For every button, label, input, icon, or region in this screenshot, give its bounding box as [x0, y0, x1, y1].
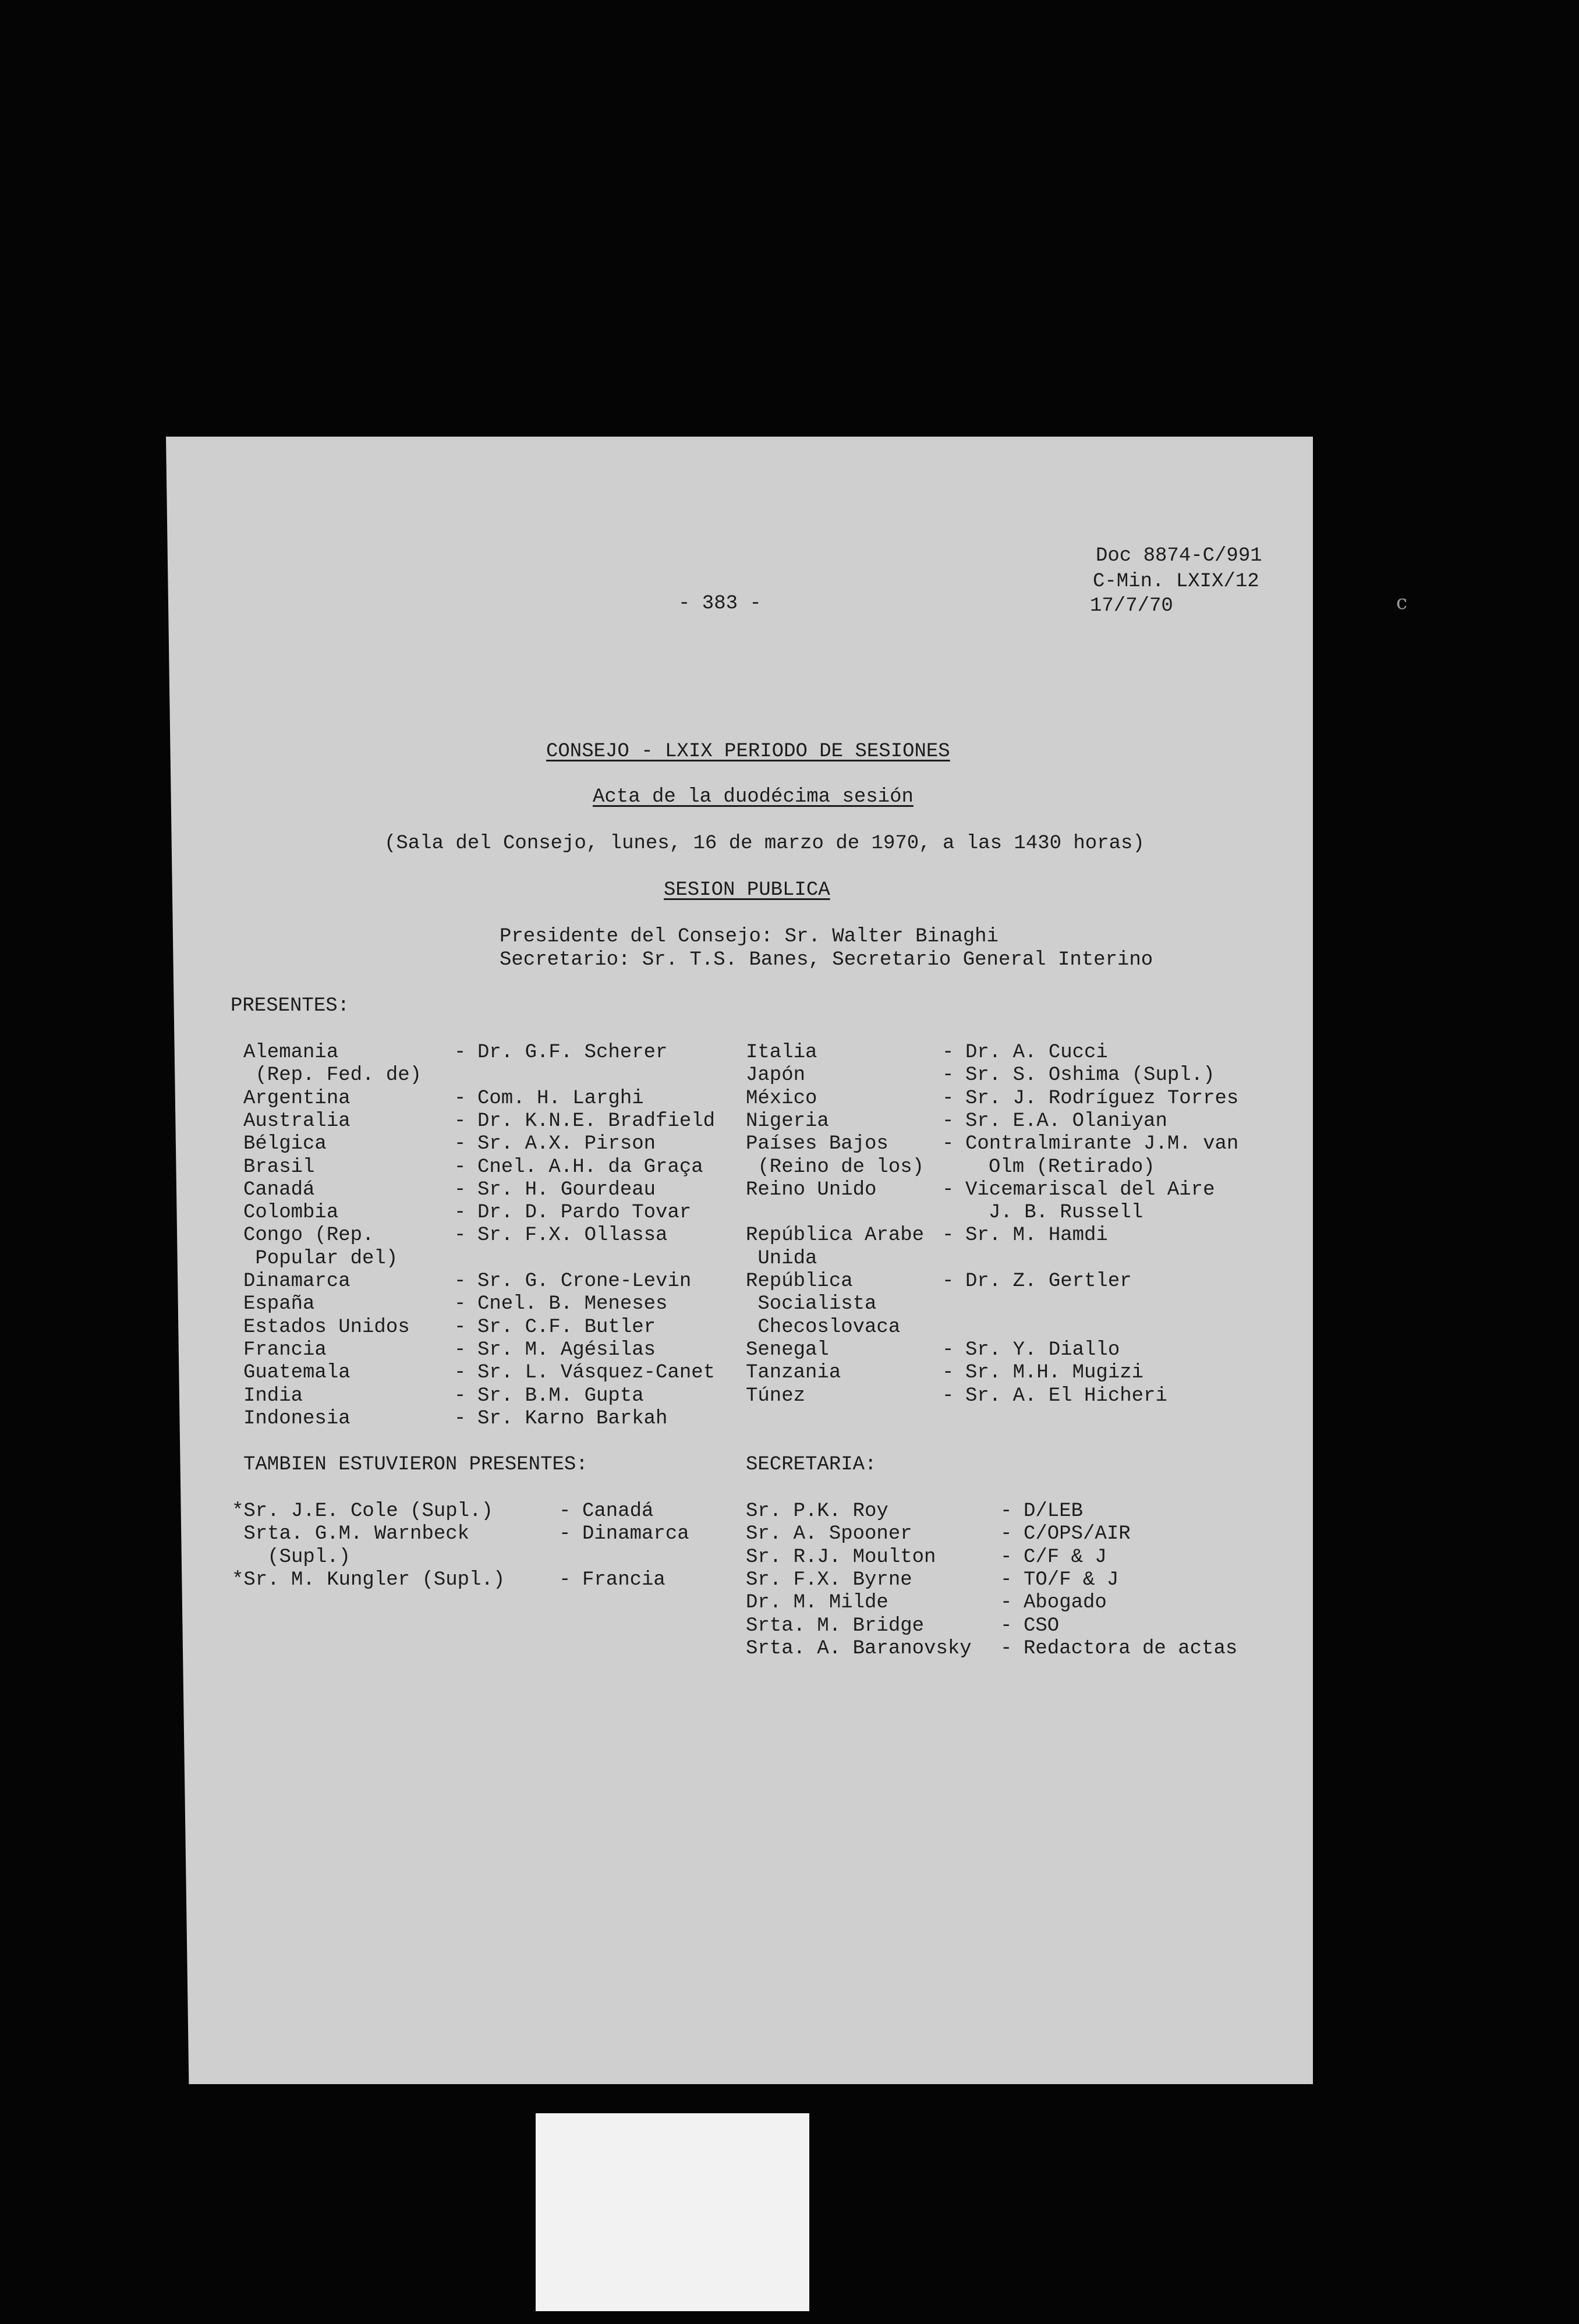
dash-separator: - [454, 1316, 466, 1338]
secretariat-role: TO/F & J [1024, 1568, 1119, 1591]
dash-separator: - [942, 1064, 954, 1087]
minutes-reference: C-Min. LXIX/12 [1093, 571, 1259, 593]
member-delegate: Sr. M. Agésilas [477, 1338, 656, 1361]
secretariat-role: C/OPS/AIR [1024, 1523, 1131, 1546]
member-country: Australia [243, 1110, 351, 1132]
member-delegate: Contralmirante J.M. van [965, 1133, 1239, 1156]
secretariat-name: Sr. P.K. Roy [746, 1500, 888, 1522]
attendee-country: Canadá [582, 1500, 654, 1522]
member-delegate: Sr. C.F. Butler [477, 1316, 656, 1338]
doc-reference: Doc 8874-C/991 [1096, 545, 1262, 567]
member-country: Unida [746, 1247, 817, 1270]
member-delegate: Vicemariscal del Aire [965, 1178, 1215, 1201]
member-country: Congo (Rep. [243, 1224, 374, 1247]
dash-separator: - [942, 1362, 954, 1384]
dash-separator: - [454, 1384, 466, 1407]
attendee-name: (Supl.) [232, 1546, 351, 1568]
dash-separator: - [1000, 1614, 1012, 1637]
member-delegate: Sr. J. Rodríguez Torres [965, 1087, 1239, 1110]
dash-separator: - [454, 1224, 466, 1247]
member-country: Dinamarca [243, 1270, 351, 1292]
member-country: Checoslovaca [746, 1316, 901, 1338]
member-country: Socialista [746, 1293, 877, 1316]
secretariat-name: Sr. F.X. Byrne [746, 1568, 912, 1591]
dash-separator: - [942, 1338, 954, 1361]
document-date: 17/7/70 [1090, 595, 1173, 617]
dash-separator: - [454, 1270, 466, 1292]
dash-separator: - [559, 1568, 571, 1591]
dash-separator: - [454, 1362, 466, 1384]
member-delegate: Sr. F.X. Ollassa [477, 1224, 668, 1247]
secretariat-name: Sr. A. Spooner [746, 1523, 912, 1546]
member-delegate: Sr. M. Hamdi [965, 1224, 1108, 1247]
attendee-name: Srta. G.M. Warnbeck [232, 1523, 470, 1546]
dash-separator: - [454, 1202, 466, 1224]
dash-separator: - [942, 1110, 954, 1132]
dash-separator: - [1000, 1500, 1012, 1522]
dash-separator: - [942, 1041, 954, 1064]
secretariat-role: D/LEB [1024, 1500, 1084, 1522]
page-number: - 383 - [678, 593, 762, 615]
member-country: Colombia [243, 1202, 339, 1224]
member-delegate: Sr. E.A. Olaniyan [965, 1110, 1167, 1132]
member-country: Canadá [243, 1178, 315, 1201]
attendee-country: Dinamarca [582, 1523, 689, 1546]
member-country: (Rep. Fed. de) [243, 1064, 422, 1087]
member-delegate: Sr. Y. Diallo [965, 1338, 1120, 1361]
member-delegate: Dr. Z. Gertler [965, 1270, 1132, 1292]
film-label-card [536, 2113, 809, 2311]
tambien-label: TAMBIEN ESTUVIERON PRESENTES: [243, 1454, 588, 1476]
member-country: Indonesia [243, 1407, 351, 1430]
member-country: India [243, 1384, 303, 1407]
member-country: Japón [746, 1064, 806, 1087]
member-delegate: Olm (Retirado) [989, 1156, 1155, 1178]
minutes-title: Acta de la duodécima sesión [593, 786, 914, 808]
member-country: Reino Unido [746, 1178, 877, 1201]
secretary-line: Secretario: Sr. T.S. Banes, Secretario General Interino [500, 949, 1153, 971]
member-country: Senegal [746, 1338, 829, 1361]
member-country: Italia [746, 1041, 817, 1064]
member-country: Argentina [243, 1087, 351, 1110]
member-delegate: Sr. G. Crone-Levin [477, 1270, 692, 1292]
public-session-title: SESION PUBLICA [664, 879, 830, 901]
secretariat-name: Sr. R.J. Moulton [746, 1546, 936, 1568]
dash-separator: - [454, 1338, 466, 1361]
member-delegate: Com. H. Larghi [477, 1087, 644, 1110]
president-line: Presidente del Consejo: Sr. Walter Binaghi [500, 926, 999, 948]
member-country: Estados Unidos [243, 1316, 410, 1338]
dash-separator: - [942, 1178, 954, 1201]
dash-separator: - [454, 1087, 466, 1110]
attendee-name: *Sr. J.E. Cole (Supl.) [232, 1500, 493, 1522]
dash-separator: - [454, 1156, 466, 1178]
secretariat-role: Abogado [1024, 1592, 1107, 1614]
secretariat-role: CSO [1024, 1614, 1060, 1637]
member-country: Tanzania [746, 1362, 841, 1384]
secretariat-name: Dr. M. Milde [746, 1592, 888, 1614]
dash-separator: - [559, 1523, 571, 1546]
secretariat-role: C/F & J [1024, 1546, 1107, 1568]
film-edge-mark: c [1396, 591, 1408, 614]
member-country: Guatemala [243, 1362, 351, 1384]
member-country: Alemania [243, 1041, 339, 1064]
dash-separator: - [942, 1224, 954, 1247]
dash-separator: - [1000, 1568, 1012, 1591]
member-delegate: Sr. B.M. Gupta [477, 1384, 644, 1407]
member-delegate: Sr. M.H. Mugizi [965, 1362, 1144, 1384]
dash-separator: - [942, 1270, 954, 1292]
dash-separator: - [1000, 1546, 1012, 1568]
secretariat-name: Srta. A. Baranovsky [746, 1637, 972, 1660]
presentes-label: PRESENTES: [231, 995, 350, 1017]
member-country: (Reino de los) [746, 1156, 925, 1178]
member-delegate: Sr. A. El Hicheri [965, 1384, 1167, 1407]
secretariat-name: Srta. M. Bridge [746, 1614, 925, 1637]
council-session-title: CONSEJO - LXIX PERIODO DE SESIONES [546, 741, 950, 763]
member-country: Popular del) [243, 1247, 398, 1270]
dash-separator: - [454, 1178, 466, 1201]
dash-separator: - [454, 1133, 466, 1156]
member-country: Países Bajos [746, 1133, 888, 1156]
member-delegate: Sr. Karno Barkah [477, 1407, 668, 1430]
member-country: México [746, 1087, 817, 1110]
member-delegate: Sr. A.X. Pirson [477, 1133, 656, 1156]
member-delegate: J. B. Russell [989, 1202, 1143, 1224]
member-country: Nigeria [746, 1110, 829, 1132]
member-delegate: Dr. D. Pardo Tovar [477, 1202, 692, 1224]
member-delegate: Sr. L. Vásquez-Canet [477, 1362, 716, 1384]
secretaria-label: SECRETARIA: [746, 1454, 877, 1476]
member-delegate: Cnel. A.H. da Graça [477, 1156, 703, 1178]
member-delegate: Dr. A. Cucci [965, 1041, 1108, 1064]
dash-separator: - [454, 1293, 466, 1316]
member-delegate: Sr. S. Oshima (Supl.) [965, 1064, 1215, 1087]
member-country: República [746, 1270, 853, 1292]
dash-separator: - [1000, 1592, 1012, 1614]
dash-separator: - [559, 1500, 571, 1522]
dash-separator: - [454, 1110, 466, 1132]
member-delegate: Dr. G.F. Scherer [477, 1041, 668, 1064]
session-location-time: (Sala del Consejo, lunes, 16 de marzo de 1970, a las 1430 horas) [384, 832, 1145, 855]
dash-separator: - [942, 1087, 954, 1110]
member-delegate: Sr. H. Gourdeau [477, 1178, 656, 1201]
dash-separator: - [454, 1041, 466, 1064]
dash-separator: - [1000, 1523, 1012, 1546]
member-country: Bélgica [243, 1133, 327, 1156]
member-delegate: Cnel. B. Meneses [477, 1293, 668, 1316]
dash-separator: - [1000, 1637, 1012, 1660]
secretariat-role: Redactora de actas [1024, 1637, 1238, 1660]
member-country: República Arabe [746, 1224, 925, 1247]
dash-separator: - [942, 1384, 954, 1407]
member-delegate: Dr. K.N.E. Bradfield [477, 1110, 716, 1132]
attendee-name: *Sr. M. Kungler (Supl.) [232, 1568, 505, 1591]
attendee-country: Francia [582, 1568, 665, 1591]
dash-separator: - [454, 1407, 466, 1430]
member-country: Túnez [746, 1384, 806, 1407]
dash-separator: - [942, 1133, 954, 1156]
member-country: Brasil [243, 1156, 315, 1178]
member-country: Francia [243, 1338, 327, 1361]
member-country: España [243, 1293, 315, 1316]
